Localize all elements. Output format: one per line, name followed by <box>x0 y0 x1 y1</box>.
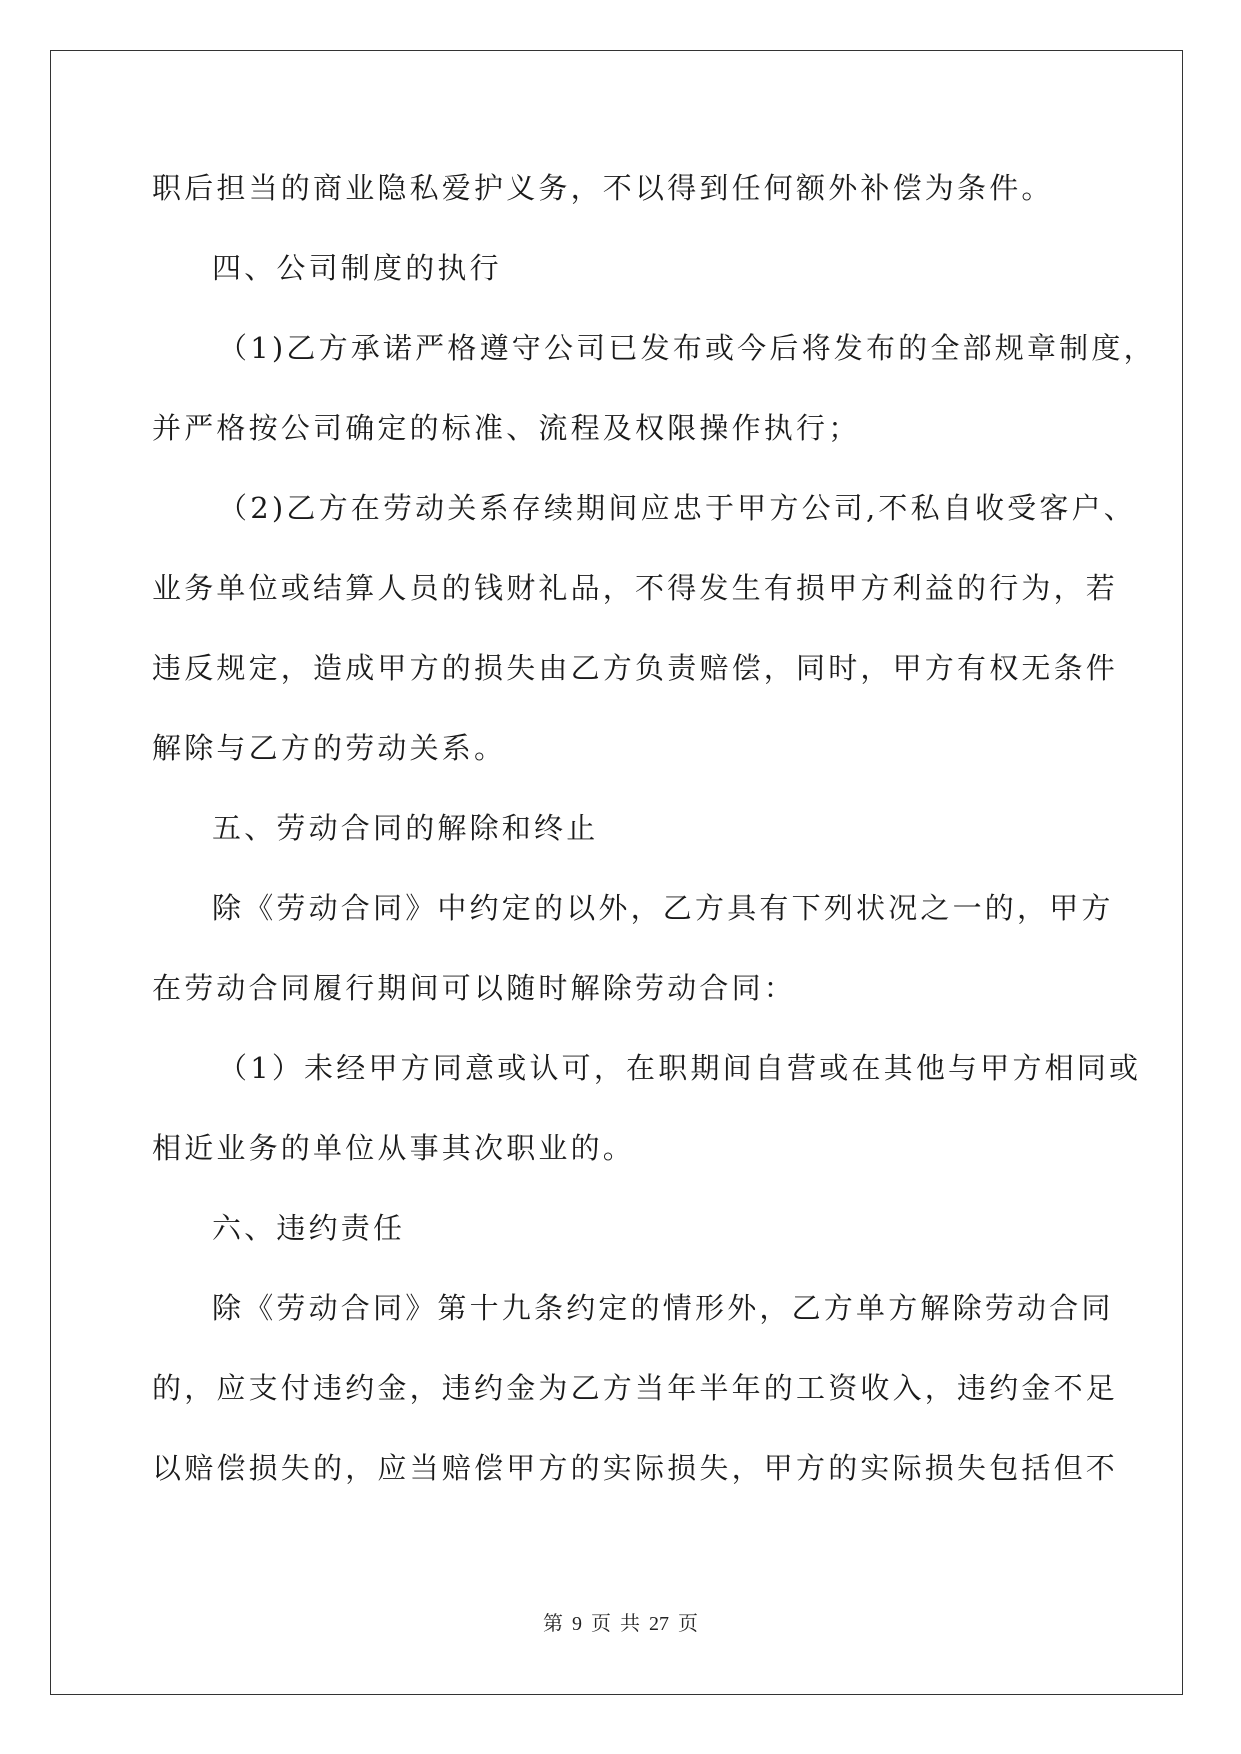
body-text-line: 违反规定，造成甲方的损失由乙方负责赔偿，同时，甲方有权无条件 <box>152 651 1119 685</box>
section-heading: 四、公司制度的执行 <box>212 251 502 285</box>
section-heading: 五、劳动合同的解除和终止 <box>212 811 599 845</box>
body-text-line: 解除与乙方的劳动关系。 <box>152 731 507 765</box>
body-text-line: （1）未经甲方同意或认可，在职期间自营或在其他与甲方相同或 <box>218 1051 1142 1085</box>
body-text-line: 相近业务的单位从事其次职业的。 <box>152 1131 636 1165</box>
body-text-line: （2)乙方在劳动关系存续期间应忠于甲方公司,不私自收受客户、 <box>218 491 1136 525</box>
body-text-line: 的，应支付违约金，违约金为乙方当年半年的工资收入，违约金不足 <box>152 1371 1119 1405</box>
page-border <box>50 50 1183 1695</box>
page-number-footer: 第 9 页 共 27 页 <box>543 1613 698 1635</box>
body-text-line: 除《劳动合同》第十九条约定的情形外，乙方单方解除劳动合同 <box>212 1291 1114 1325</box>
body-text-line: 并严格按公司确定的标准、流程及权限操作执行； <box>152 411 861 445</box>
body-text-line: 在劳动合同履行期间可以随时解除劳动合同： <box>152 971 797 1005</box>
body-text-line: 业务单位或结算人员的钱财礼品，不得发生有损甲方利益的行为，若 <box>152 571 1119 605</box>
body-text-line: 以赔偿损失的，应当赔偿甲方的实际损失，甲方的实际损失包括但不 <box>152 1451 1119 1485</box>
body-text-line: （1)乙方承诺严格遵守公司已发布或今后将发布的全部规章制度， <box>218 331 1156 365</box>
body-text-line: 职后担当的商业隐私爱护义务，不以得到任何额外补偿为条件。 <box>152 171 1054 205</box>
body-text-line: 除《劳动合同》中约定的以外，乙方具有下列状况之一的，甲方 <box>212 891 1114 925</box>
section-heading: 六、违约责任 <box>212 1211 406 1245</box>
